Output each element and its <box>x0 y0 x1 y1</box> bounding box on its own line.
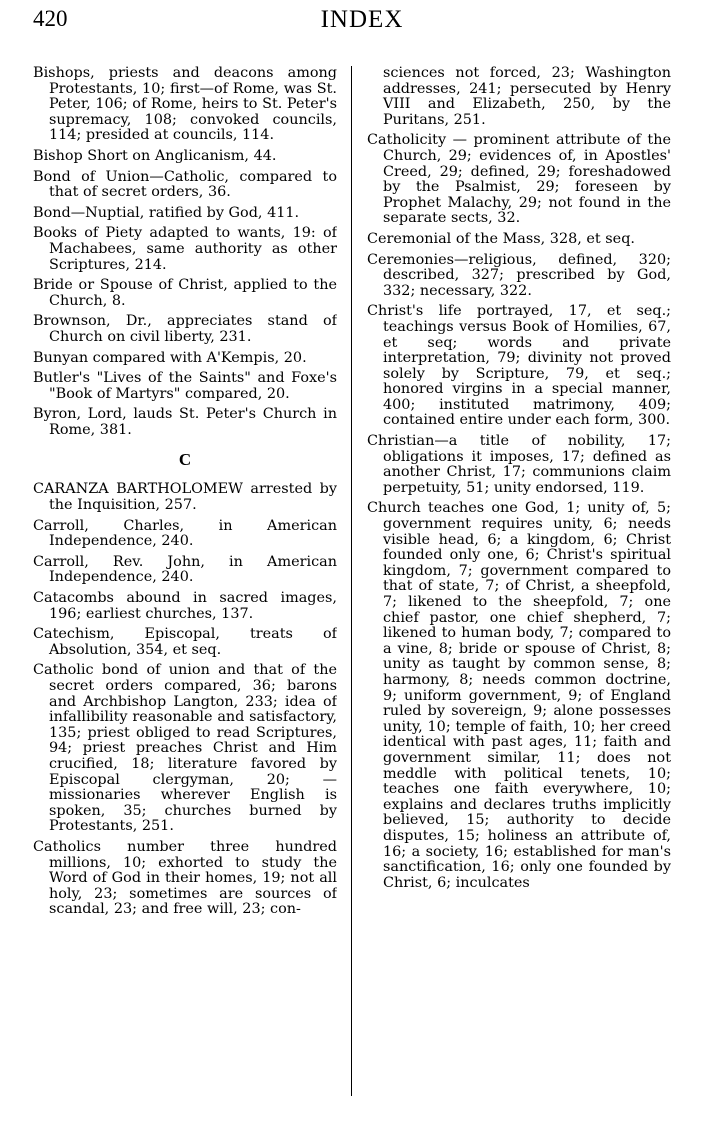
index-entry: Bond—Nuptial, ratified by God, 411. <box>33 204 300 221</box>
index-entry: Carroll, Rev. John, in American Independence, 240. <box>33 553 337 586</box>
running-title: INDEX <box>320 6 404 33</box>
index-entry: Bishops, priests and deacons among Protestants, 10; first—of Rome, was St. Peter, 106; of Rome, heirs to St. Peter's supremacy, 108; convoked councils, 114; presided at councils, 114. <box>33 66 337 144</box>
left-column <box>33 66 337 1109</box>
index-entry: Bunyan compared with A'Kempis, 20. <box>33 349 307 366</box>
section-letter: C <box>178 450 192 470</box>
index-entry: Books of Piety adapted to wants, 19: of Machabees, same authority as other Scriptures, 214. <box>33 225 337 273</box>
index-entry: Christian—a title of nobility, 17; obligations it imposes, 17; defined as another Christ, 17; communions claim perpetuity, 51; unity endorsed, 119. <box>367 433 671 496</box>
page-number: 420 <box>33 6 68 31</box>
index-entry: Catechism, Episcopal, treats of Absolution, 354, et seq. <box>33 626 337 658</box>
index-entry: Christ's life portrayed, 17, et seq.; teachings versus Book of Homilies, 67, et seq; words and private interpretation, 79; divinity not proved solely by Scripture, 79, et seq.; honored virgins in a special manner, 400; instituted matrimony, 409; contained entire under each form, 300. <box>367 303 671 429</box>
index-entry: Church teaches one God, 1; unity of, 5; government requires unity, 6; needs visible head, 6; a kingdom, 6; Christ founded only one, 6; Christ's spiritual kingdom, 7; government compared to that of state, 7; of Christ, a sheepfold, 7; likened to the sheepfold, 7; one chief pastor, one chief shepherd, 7; likened to human body, 7; compared to a vine, 8; bride or spouse of Christ, 8; unity as taught by common sense, 8; harmony, 8; needs common doctrine, 9; uniform government, 9; of England ruled by sovereign, 9; alone possesses unity, 10; temple of faith, 10; her creed identical with past ages, 11; faith and government similar, 11; does not meddle with political tenets, 10; teaches one faith everywhere, 10; explains and declares truths implicitly believed, 15; authority to decide disputes, 15; holiness an attribute of, 16; a society, 16; established for man's sanctification, 16; only one founded by Christ, 6; inculcates <box>367 500 671 891</box>
index-entry: Brownson, Dr., appreciates stand of Church on civil liberty, 231. <box>33 313 337 345</box>
index-entry: Catholicity — prominent attribute of the Church, 29; evidences of, in Apostles' Creed, 29; defined, 29; foreshadowed by the Psalmist, 29; foreseen by Prophet Malachy, 29; not found in the separate sects, 32. <box>367 132 671 227</box>
index-entry: Bishop Short on Anglicanism, 44. <box>33 147 277 164</box>
index-entry: Ceremonial of the Mass, 328, et seq. <box>367 230 635 247</box>
index-entry: Byron, Lord, lauds St. Peter's Church in Rome, 381. <box>33 406 337 438</box>
index-entry: Butler's "Lives of the Saints" and Foxe's "Book of Martyrs" compared, 20. <box>33 370 337 402</box>
index-entry-continuation: sciences not forced, 23; Washington addresses, 241; persecuted by Henry VIII and Elizabeth, 250, by the Puritans, 251. <box>383 66 671 128</box>
index-entry: Catacombs abound in sacred images, 196; earliest churches, 137. <box>33 590 337 622</box>
column-divider <box>351 66 352 1096</box>
index-entry: Ceremonies—religious, defined, 320; described, 327; prescribed by God, 332; necessary, 322. <box>367 251 671 299</box>
index-entry: Catholic bond of union and that of the secret orders compared, 36; barons and Archbishop Langton, 233; idea of infallibility reasonable and satisfactory, 135; priest obliged to read Scriptures, 94; priest preaches Christ and Him crucified, 18; literature favored by Episcopal clergyman, 20; — missionaries wherever English is spoken, 35; churches burned by Protestants, 251. <box>33 662 337 835</box>
page-header <box>0 6 724 40</box>
index-entry: Bride or Spouse of Christ, applied to the Church, 8. <box>33 277 337 309</box>
index-entry: CARANZA BARTHOLOMEW arrested by the Inquisition, 257. <box>33 481 337 514</box>
index-entry: Bond of Union—Catholic, compared to that of secret orders, 36. <box>33 168 337 201</box>
index-entry: Carroll, Charles, in American Independence, 240. <box>33 517 337 550</box>
right-column <box>367 66 671 1109</box>
index-entry: Catholics number three hundred millions, 10; exhorted to study the Word of God in their homes, 19; not all holy, 23; sometimes are sources of scandal, 23; and free will, 23; con- <box>33 838 337 918</box>
